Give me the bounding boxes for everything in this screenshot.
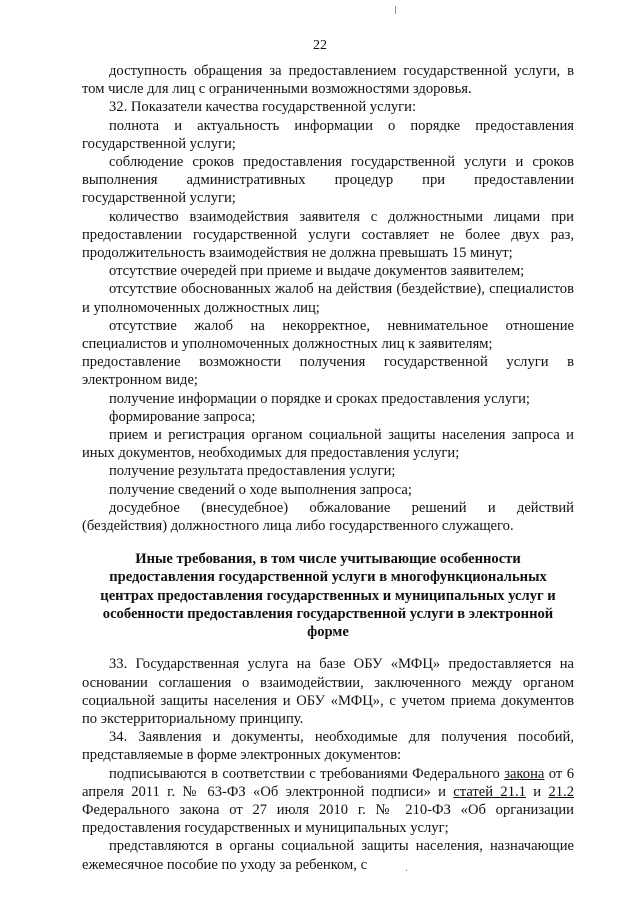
paragraph: количество взаимодействия заявителя с должностными лицами при предоставлении государственной услуги составляет не более двух раз, продолжительность взаимодействия не должна превышать 15 минут; [82, 208, 574, 262]
paragraph: формирование запроса; [109, 408, 256, 425]
paragraph: отсутствие обоснованных жалоб на действия (бездействие), специалистов и уполномоченных должностных лиц; [82, 281, 574, 316]
paragraph: предоставление возможности получения государственной услуги в электронном виде; [82, 354, 574, 389]
paragraph: 32. Показатели качества государственной услуги: [109, 99, 417, 116]
paragraph: 33. Государственная услуга на базе ОБУ «МФЦ» предоставляется на основании соглашения о взаимодействии, заключенного между органом социальной защиты населения и ОБУ «МФЦ», с учетом приема документов по экстерриториальному принципу. [82, 656, 574, 727]
paragraph: соблюдение сроков предоставления государственной услуги и сроков выполнения административных процедур при предоставлении государственной услуги; [82, 154, 574, 207]
paragraph: отсутствие очередей при приеме и выдаче документов заявителем; [109, 263, 525, 280]
paragraph: отсутствие жалоб на некорректное, невнимательное отношение специалистов и уполномоченных должностных лиц к заявителям; [82, 317, 574, 353]
electronic-form-section [82, 655, 574, 764]
paragraph-law-reference: подписываются в соответствии с требованиями Федерального закона от 6 апреля 2011 г. № 63-ФЗ «Об электронной подписи» и статей 21.1 и 21.2 Федерального закона от 27 июля 2010 г. № 210-ФЗ «Об организации предоставления государственных и муниципальных услуг; [82, 765, 574, 837]
scan-mark [395, 6, 396, 14]
paragraph: полнота и актуальность информации о порядке предоставления государственной услуги; [82, 117, 574, 152]
scan-mark-bottom: · [405, 866, 409, 877]
link-law[interactable]: закона [504, 765, 545, 782]
document-body [82, 62, 574, 874]
page-number: 22 [313, 38, 327, 53]
quality-indicators-section [82, 62, 574, 535]
paragraph-last: представляются в органы социальной защиты населения, назначающие ежемесячное пособие по уходу за ребенком, с [82, 838, 574, 873]
link-article-21-1[interactable]: статей 21.1 [453, 783, 526, 800]
paragraph: прием и регистрация органом социальной защиты населения запроса и иных документов, необходимых для предоставления услуги; [82, 427, 574, 462]
paragraph: получение информации о порядке и сроках предоставления услуги; [109, 390, 530, 407]
link-article-21-2[interactable]: 21.2 [548, 783, 574, 800]
section-heading: Иные требования, в том числе учитывающие особенности предоставления государственной услуги в многофункциональных центрах предоставления государственных и муниципальных услуг и особенности предоставления государственной услуги в электронной форме [100, 551, 556, 641]
paragraph: получение сведений о ходе выполнения запроса; [109, 481, 412, 498]
paragraph: доступность обращения за предоставлением государственной услуги, в том числе для лиц с ограниченными возможностями здоровья. [82, 63, 574, 98]
paragraph: 34. Заявления и документы, необходимые для получения пособий, представляемые в форме электронных документов: [82, 729, 574, 764]
paragraph: досудебное (внесудебное) обжалование решений и действий (бездействия) должностного лица либо государственного служащего. [82, 499, 574, 535]
paragraph: получение результата предоставления услуги; [109, 463, 396, 480]
